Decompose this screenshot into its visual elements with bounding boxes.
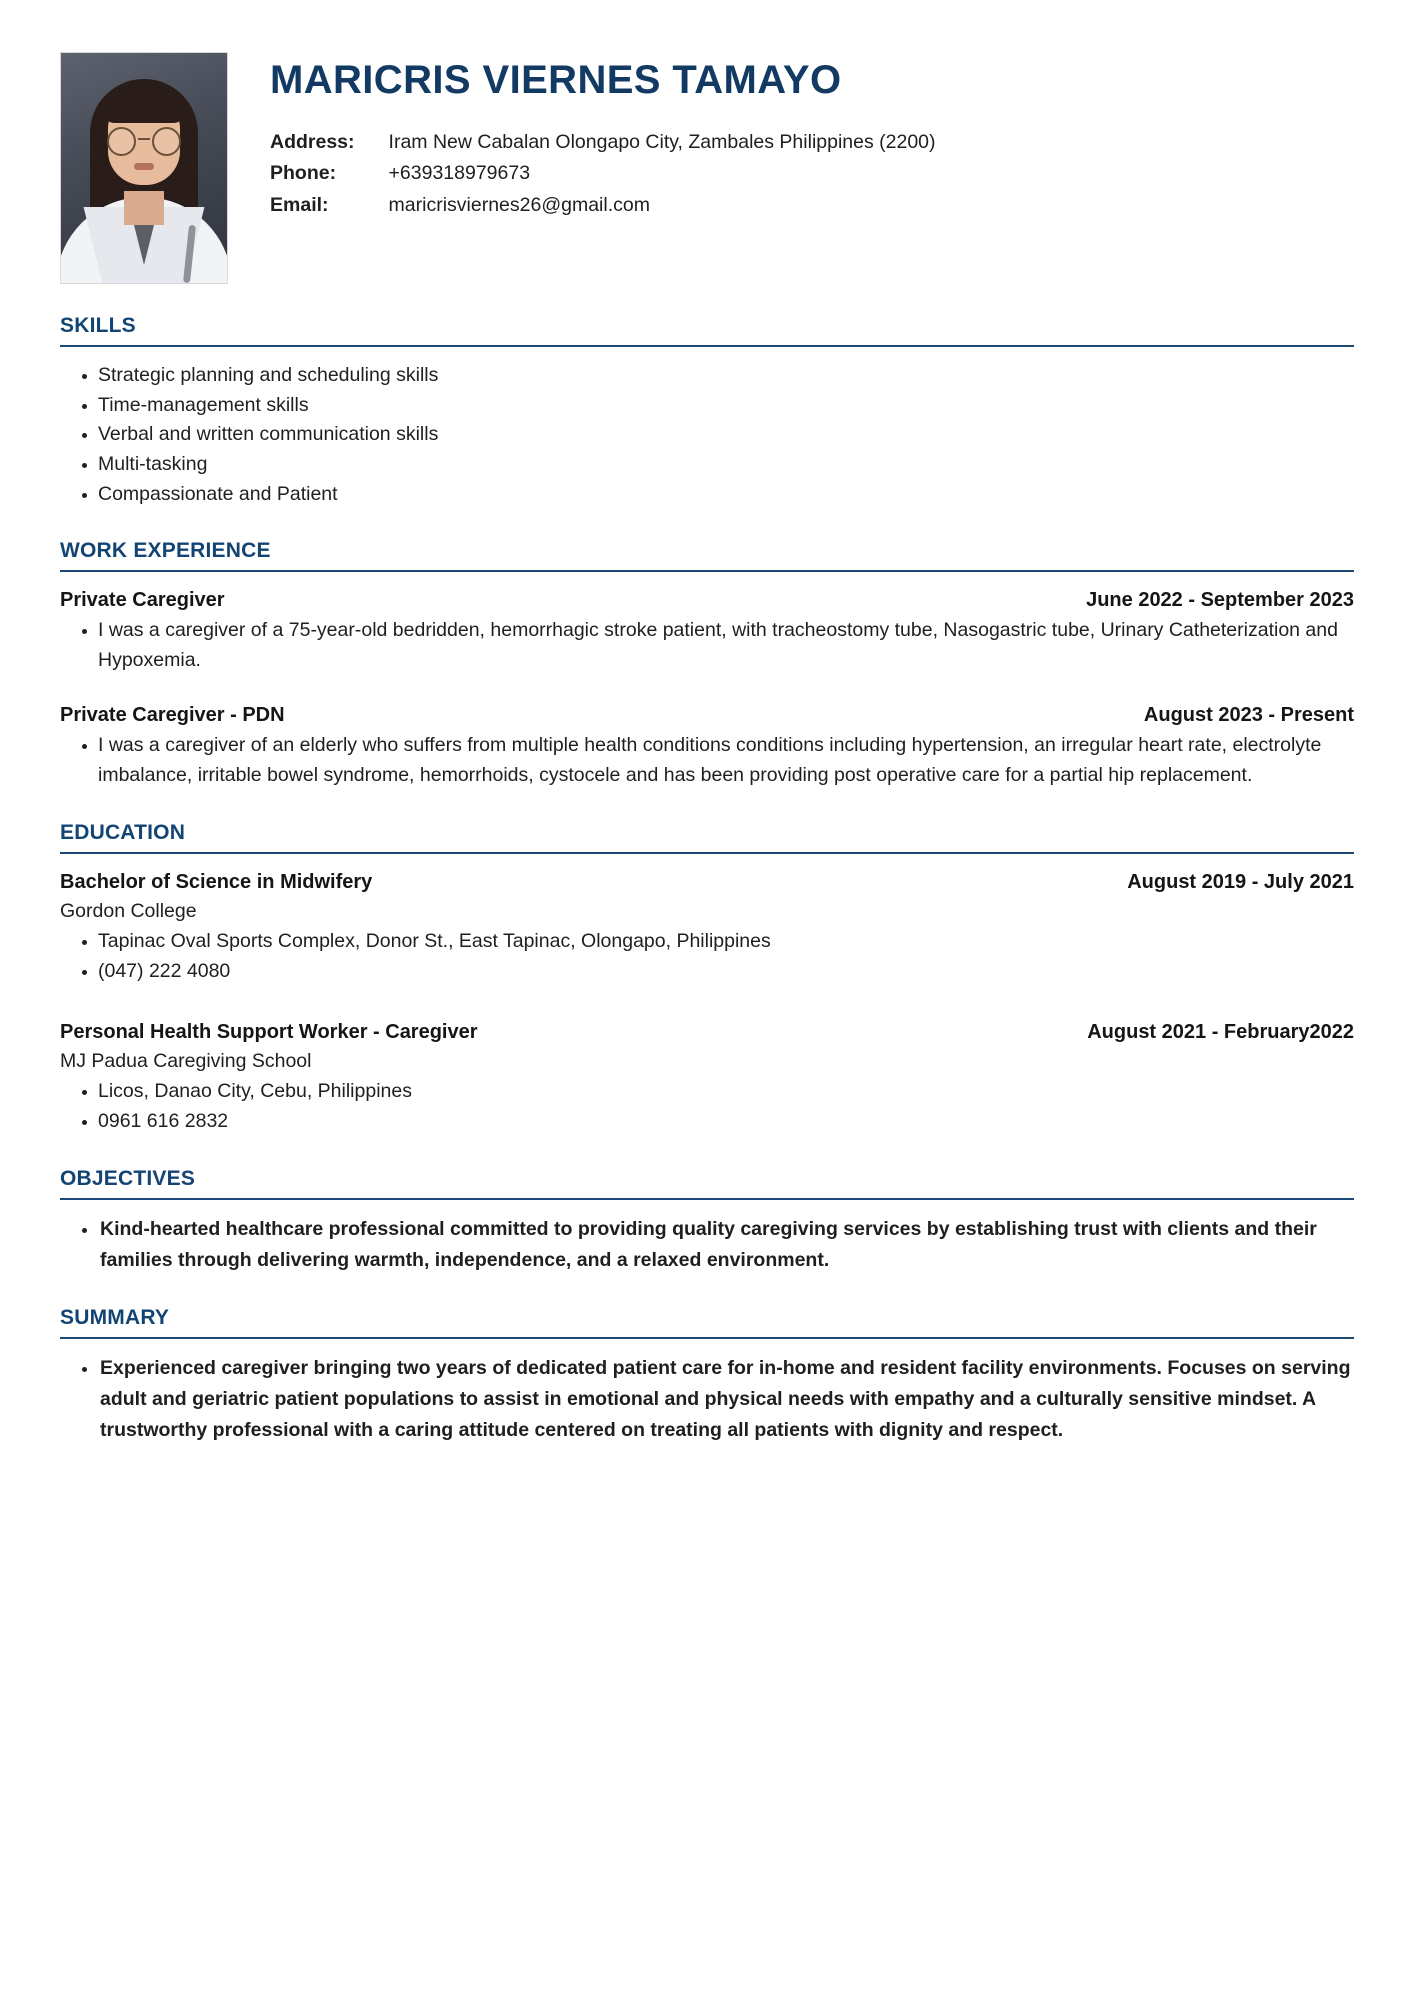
- contact-value-address: Iram New Cabalan Olongapo City, Zambales Philippines (2200): [388, 130, 936, 153]
- institution-name: MJ Padua Caregiving School: [60, 1050, 312, 1073]
- contact-row-email: [270, 192, 936, 224]
- section-title-objectives: OBJECTIVES: [60, 1166, 196, 1190]
- experience-entry-header: [60, 586, 1354, 614]
- education-entry-body: [60, 927, 1354, 986]
- section-rule-objectives: [60, 1198, 1354, 1200]
- education-entry: [60, 868, 1354, 987]
- section-rule-summary: [60, 1337, 1354, 1339]
- portrait-glasses-left: [107, 127, 136, 156]
- portrait-hair-front: [104, 83, 184, 123]
- degree-title: Bachelor of Science in Midwifery: [60, 870, 373, 893]
- job-bullet-list: [60, 731, 1354, 790]
- list-item: I was a caregiver of an elderly who suffers from multiple health conditions conditions including hypertension, an irregular heart rate, electrolyte imbalance, irritable bowel syndrome, hemorrhoids, cystocele and has been providing post operative care for a partial hip replacement.: [60, 731, 1354, 790]
- contact-value-phone: +639318979673: [388, 162, 531, 185]
- job-date-range: June 2022 - September 2023: [1086, 589, 1354, 612]
- education-date-range: August 2021 - February2022: [1087, 1021, 1354, 1044]
- list-item: Licos, Danao City, Cebu, Philippines: [60, 1077, 1354, 1107]
- section-rule-education: [60, 852, 1354, 854]
- section-title-summary: SUMMARY: [60, 1306, 170, 1330]
- education-entry-body: [60, 1077, 1354, 1136]
- contact-label-address: Address:: [270, 130, 355, 153]
- list-item: I was a caregiver of a 75-year-old bedridden, hemorrhagic stroke patient, with tracheostomy tube, Nasogastric tube, Urinary Catheterization and Hypoxemia.: [60, 616, 1354, 675]
- section-title-work-experience: WORK EXPERIENCE: [60, 539, 271, 563]
- contact-table: [270, 129, 936, 224]
- list-item: 0961 616 2832: [60, 1107, 1354, 1137]
- skills-list: [60, 361, 1354, 509]
- experience-entry: [60, 586, 1354, 675]
- resume-header: [60, 48, 1354, 284]
- job-bullet-list: [60, 616, 1354, 675]
- contact-row-address: [270, 129, 936, 161]
- list-item: Verbal and written communication skills: [60, 420, 1354, 450]
- experience-entry: [60, 701, 1354, 790]
- list-item: Multi-tasking: [60, 450, 1354, 480]
- portrait-neck: [124, 191, 164, 225]
- portrait-lips: [134, 163, 154, 170]
- section-work-experience: [60, 539, 1354, 791]
- section-education: [60, 821, 1354, 1137]
- contact-label-phone: Phone:: [270, 162, 337, 185]
- header-text-block: [228, 48, 1354, 224]
- section-objectives: [60, 1167, 1354, 1276]
- list-item: Tapinac Oval Sports Complex, Donor St., East Tapinac, Olongapo, Philippines: [60, 927, 1354, 957]
- summary-list: [60, 1353, 1354, 1447]
- list-item: Strategic planning and scheduling skills: [60, 361, 1354, 391]
- list-item: Compassionate and Patient: [60, 480, 1354, 510]
- experience-entry-body: [60, 731, 1354, 790]
- section-title-skills: SKILLS: [60, 314, 136, 337]
- education-entry-header: [60, 868, 1354, 896]
- education-bullet-list: [60, 1077, 1354, 1136]
- section-rule-skills: [60, 345, 1354, 347]
- education-bullet-list: [60, 927, 1354, 986]
- section-skills: [60, 314, 1354, 509]
- job-date-range: August 2023 - Present: [1143, 704, 1354, 727]
- education-date-range: August 2019 - July 2021: [1127, 870, 1354, 893]
- profile-photo: [60, 52, 228, 284]
- section-summary: [60, 1306, 1354, 1447]
- list-item: Kind-hearted healthcare professional committed to providing quality caregiving services by establishing trust with clients and their families through delivering warmth, independence, and a relaxed environment.: [60, 1214, 1354, 1276]
- contact-row-phone: [270, 160, 936, 192]
- institution-name: Gordon College: [60, 899, 197, 922]
- portrait-glasses-bridge: [138, 138, 150, 140]
- contact-label-email: Email:: [270, 194, 329, 217]
- section-rule-work-experience: [60, 570, 1354, 572]
- education-entry: [60, 1018, 1354, 1137]
- list-item: Time-management skills: [60, 391, 1354, 421]
- experience-entry-body: [60, 616, 1354, 675]
- job-title: Private Caregiver: [60, 589, 225, 612]
- list-item: (047) 222 4080: [60, 957, 1354, 987]
- contact-value-email: maricrisviernes26@gmail.com: [388, 194, 650, 217]
- section-title-education: EDUCATION: [60, 820, 186, 844]
- education-entry-header: [60, 1018, 1354, 1046]
- profile-photo-container: [60, 48, 228, 284]
- objectives-list: [60, 1214, 1354, 1276]
- job-title: Private Caregiver - PDN: [60, 704, 285, 727]
- degree-title: Personal Health Support Worker - Caregiver: [60, 1021, 478, 1044]
- experience-entry-header: [60, 701, 1354, 729]
- list-item: Experienced caregiver bringing two years of dedicated patient care for in-home and resident facility environments. Focuses on serving adult and geriatric patient populations to assist in emotional and physical needs with empathy and a culturally sensitive mindset. A trustworthy professional with a caring attitude centered on treating all patients with dignity and respect.: [60, 1353, 1354, 1447]
- portrait-glasses-right: [152, 127, 181, 156]
- candidate-name: MARICRIS VIERNES TAMAYO: [270, 58, 842, 102]
